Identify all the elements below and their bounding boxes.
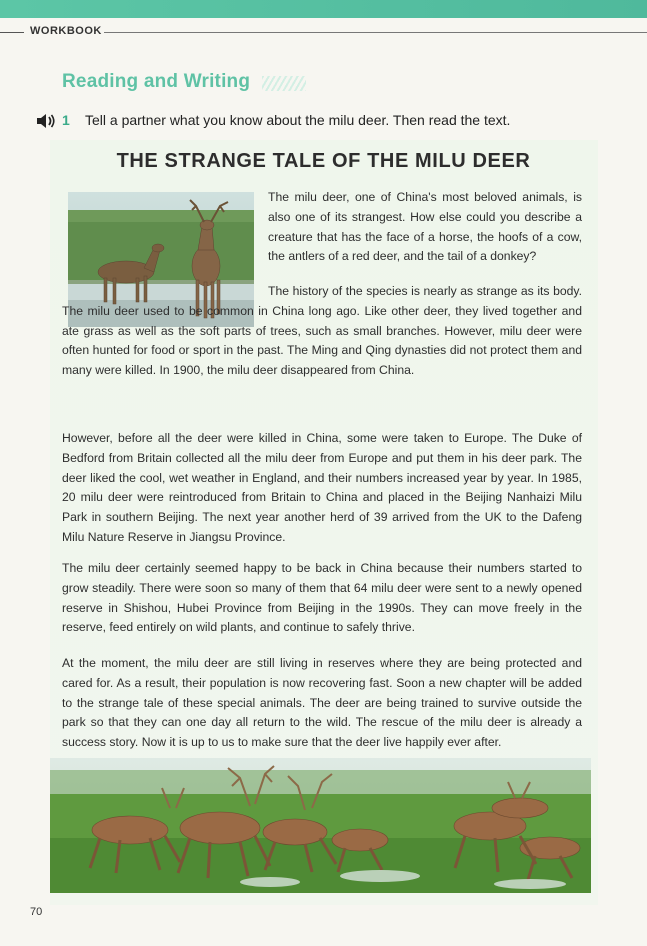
- milu-deer-herd-photo: [50, 758, 591, 893]
- top-color-band: [0, 0, 647, 18]
- article-paragraph-3: However, before all the deer were killed in China, some were taken to Europe. The Duke of Bedford from Britain collected all the milu deer from Europe and put them in his deer park. The deer liked the cool, wet weather in England, and their numbers increased year by year. In 1985, 20 milu deer were reintroduced from Britain to China and placed in the Beijing Nanhaizi Milu Park in southern Beijing. The next year another herd of 39 arrived from the UK to the Dafeng Milu Nature Reserve in Jiangsu Province.: [62, 431, 582, 544]
- instruction-number: 1: [62, 112, 70, 128]
- page-number: 70: [30, 906, 43, 918]
- article-paragraph-1: The milu deer, one of China's most beloved animals, is also one of its strangest. How else could you describe a creature that has the face of a horse, the hoofs of a cow, the antlers of a red deer, and the tail of a donkey?: [268, 190, 582, 264]
- article-paragraph-4: The milu deer certainly seemed happy to be back in China because their numbers started to grow steadily. There were soon so many of them that 64 milu deer were sent to a newly opened reserve in Shishou, Hubei Province from Beijing in the 1990s. They can move freely in the reserve, feed entirely on wild plants, and continue to safely thrive.: [62, 561, 582, 635]
- article-paragraph-2: The history of the species is nearly as strange as its body. The milu deer used to be common in China long ago. Like other deer, they lived together and ate grass as well as the soft parts of trees, such as small branches. However, milu deer were often hunted for food or sport in the past. The Ming and Qing dynasties did not protect them and many were killed. In 1900, the milu deer disappeared from China.: [62, 284, 582, 378]
- section-title: Reading and Writing: [62, 71, 251, 92]
- workbook-label: WORKBOOK: [30, 25, 102, 37]
- article-title: THE STRANGE TALE OF THE MILU DEER: [116, 150, 531, 172]
- running-header: [0, 25, 647, 41]
- header-rule-right: [104, 32, 647, 33]
- instruction-text: Tell a partner what you know about the milu deer. Then read the text.: [85, 112, 511, 128]
- section-title-decoration: [262, 76, 306, 91]
- article-paragraph-5: At the moment, the milu deer are still living in reserves where they are being protected and cared for. As a result, their population is now recovering fast. Soon a new chapter will be added to the strange tale of these special animals. The deer are being trained to survive outside the park so that they can one day all return to the wild. The rescue of the milu deer is already a success story. Now it is up to us to make sure that the deer live happily ever after.: [62, 656, 582, 750]
- speaker-icon[interactable]: [36, 113, 56, 129]
- header-rule-left: [0, 32, 24, 33]
- instruction-line: [36, 111, 636, 131]
